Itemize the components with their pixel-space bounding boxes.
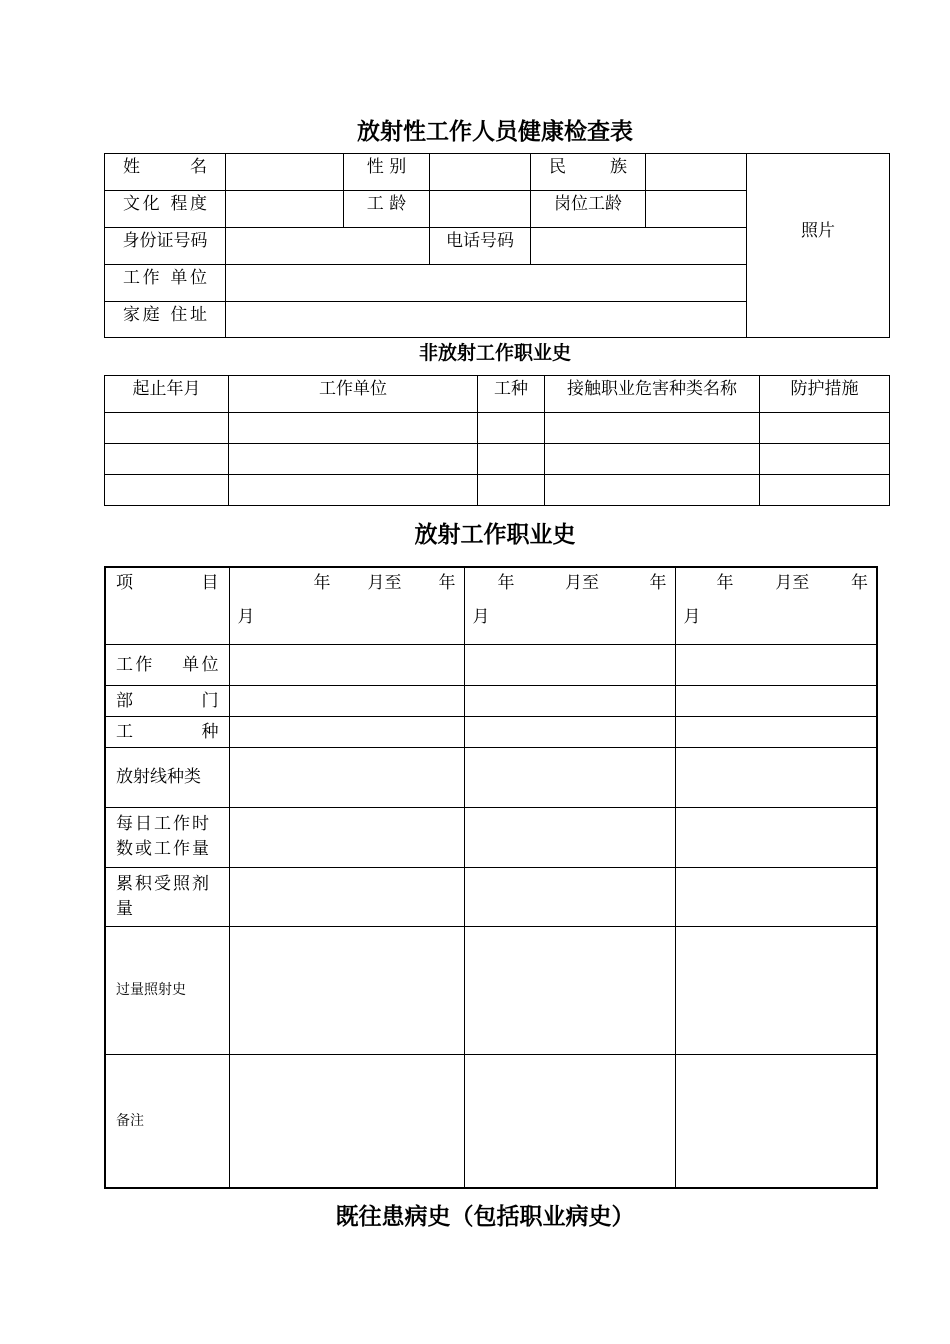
table-cell[interactable] bbox=[478, 475, 545, 506]
item-label: 项 目 bbox=[116, 573, 219, 593]
education-label: 文化 程度 bbox=[123, 194, 207, 214]
table-cell[interactable] bbox=[675, 807, 877, 867]
row-label-job-type: 工 种 bbox=[116, 721, 219, 742]
table-cell[interactable] bbox=[545, 475, 760, 506]
work-years-label: 工 龄 bbox=[366, 194, 407, 214]
address-field[interactable] bbox=[226, 302, 747, 338]
employer-field[interactable] bbox=[226, 265, 747, 302]
table-cell[interactable] bbox=[478, 444, 545, 475]
table-cell[interactable] bbox=[229, 685, 464, 716]
table-cell[interactable] bbox=[464, 867, 675, 926]
basic-info-table bbox=[104, 153, 890, 338]
table-cell[interactable] bbox=[675, 926, 877, 1054]
table-row bbox=[105, 444, 890, 475]
table-cell[interactable] bbox=[229, 807, 464, 867]
table-cell[interactable] bbox=[675, 685, 877, 716]
period-header-1[interactable]: 年 月至 年 月 bbox=[229, 567, 464, 644]
table-cell[interactable] bbox=[545, 444, 760, 475]
row-label-employer: 工作 单位 bbox=[116, 654, 219, 675]
table-cell[interactable] bbox=[464, 1054, 675, 1188]
table-cell[interactable] bbox=[675, 1054, 877, 1188]
table-cell[interactable] bbox=[229, 475, 478, 506]
table-cell[interactable] bbox=[675, 867, 877, 926]
table-cell[interactable] bbox=[760, 475, 890, 506]
table-cell[interactable] bbox=[464, 926, 675, 1054]
id-number-field[interactable] bbox=[226, 228, 430, 265]
table-cell[interactable] bbox=[760, 444, 890, 475]
table-cell[interactable] bbox=[675, 644, 877, 685]
table-cell[interactable] bbox=[229, 1054, 464, 1188]
gender-field[interactable] bbox=[430, 154, 531, 191]
table-cell[interactable] bbox=[229, 926, 464, 1054]
period-header-3[interactable]: 年 月至 年 月 bbox=[675, 567, 877, 644]
name-field[interactable] bbox=[226, 154, 344, 191]
employer-label: 工作 单位 bbox=[123, 268, 207, 288]
id-number-label: 身份证号码 bbox=[122, 231, 208, 251]
education-field[interactable] bbox=[226, 191, 344, 228]
period-header-2[interactable]: 年 月至 年 月 bbox=[464, 567, 675, 644]
col-period: 起止年月 bbox=[132, 379, 201, 399]
table-cell[interactable] bbox=[675, 716, 877, 747]
table-cell[interactable] bbox=[105, 475, 229, 506]
address-label: 家庭 住址 bbox=[123, 305, 207, 325]
post-years-field[interactable] bbox=[646, 191, 747, 228]
table-cell[interactable] bbox=[229, 644, 464, 685]
table-cell[interactable] bbox=[105, 413, 229, 444]
row-label-department: 部 门 bbox=[116, 690, 219, 711]
radiation-heading: 放射工作职业史 bbox=[414, 521, 576, 548]
col-hazard-type: 接触职业危害种类名称 bbox=[567, 379, 737, 399]
table-cell[interactable] bbox=[675, 747, 877, 807]
table-cell[interactable] bbox=[229, 747, 464, 807]
row-label-cumulative-dose: 累积受照剂量 bbox=[116, 873, 211, 919]
phone-label: 电话号码 bbox=[446, 231, 514, 251]
row-label-radiation-type: 放射线种类 bbox=[116, 767, 201, 787]
ethnicity-field[interactable] bbox=[646, 154, 747, 191]
work-years-field[interactable] bbox=[430, 191, 531, 228]
medical-history-heading: 既往患病史（包括职业病史） bbox=[335, 1203, 635, 1230]
table-cell[interactable] bbox=[545, 413, 760, 444]
row-label-overexposure: 过量照射史 bbox=[116, 982, 186, 998]
table-cell[interactable] bbox=[464, 716, 675, 747]
table-cell[interactable] bbox=[464, 807, 675, 867]
photo-label: 照片 bbox=[801, 220, 835, 241]
post-years-label: 岗位工龄 bbox=[554, 194, 622, 214]
table-cell[interactable] bbox=[760, 413, 890, 444]
table-row bbox=[105, 475, 890, 506]
row-label-daily-hours: 每日工作时数或工作量 bbox=[116, 814, 211, 859]
table-cell[interactable] bbox=[229, 444, 478, 475]
radiation-history-table bbox=[104, 566, 878, 1189]
phone-field[interactable] bbox=[531, 228, 747, 265]
table-cell[interactable] bbox=[229, 867, 464, 926]
table-cell[interactable] bbox=[464, 644, 675, 685]
row-label-remarks: 备注 bbox=[116, 1112, 144, 1129]
table-cell[interactable] bbox=[464, 685, 675, 716]
col-protection: 防护措施 bbox=[790, 379, 859, 399]
col-employer: 工作单位 bbox=[319, 379, 387, 399]
col-job-type: 工种 bbox=[494, 379, 528, 399]
non-radiation-heading: 非放射工作职业史 bbox=[418, 342, 571, 364]
table-row bbox=[105, 413, 890, 444]
ethnicity-label: 民 族 bbox=[549, 157, 627, 177]
name-label: 姓 名 bbox=[123, 157, 207, 177]
table-cell[interactable] bbox=[105, 444, 229, 475]
table-cell[interactable] bbox=[478, 413, 545, 444]
table-cell[interactable] bbox=[229, 716, 464, 747]
gender-label: 性 别 bbox=[366, 157, 407, 177]
table-cell[interactable] bbox=[464, 747, 675, 807]
table-cell[interactable] bbox=[229, 413, 478, 444]
non-radiation-history-table bbox=[104, 375, 890, 506]
page-title: 放射性工作人员健康检查表 bbox=[357, 118, 633, 145]
